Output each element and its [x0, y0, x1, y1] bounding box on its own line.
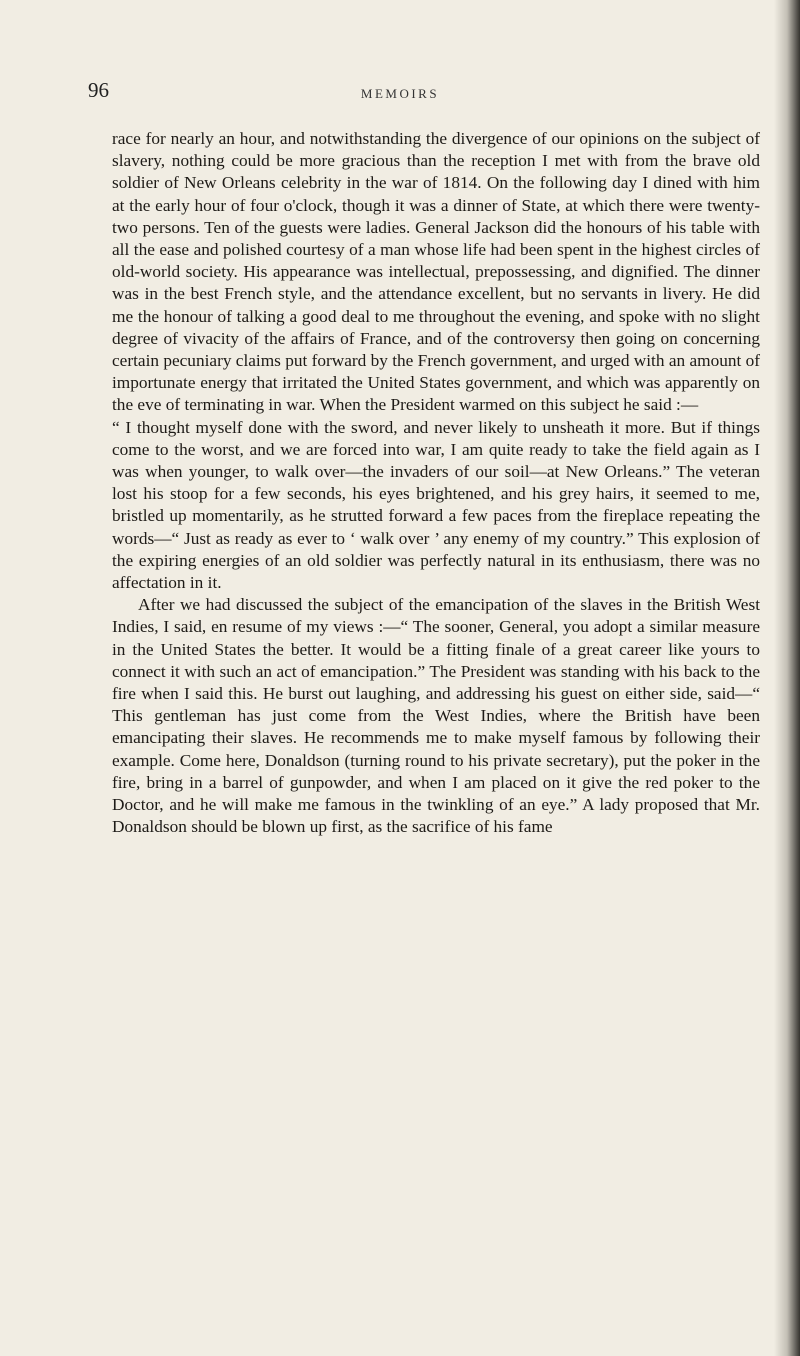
paragraph-1: race for nearly an hour, and notwithstanding the divergence of our opinions on the subject of slavery, nothing could be more gracious than the reception I met with from the brave old soldier of New Orleans celebrity in the war of 1814. On the following day I dined with him at the early hour of four o'clock, though it was a dinner of State, at which there were twenty-two persons. Ten of the guests were ladies. General Jackson did the honours of his table with all the ease and polished courtesy of a man whose life had been spent in the highest circles of old-world society. His appearance was intellectual, prepossessing, and dignified. The dinner was in the best French style, and the attendance excellent, but no servants in livery. He did me the honour of talking a good deal to me throughout the evening, and spoke with no slight degree of vivacity of the affairs of France, and of the controversy then going on concerning certain pecuniary claims put forward by the French government, and urged with an amount of importunate energy that irritated the United States government, and which was apparently on the eve of terminating in war. When the President warmed on this subject he said :—	[112, 129, 761, 415]
page-number: 96	[88, 78, 109, 102]
paragraph-2: “ I thought myself done with the sword, and never likely to unsheath it more. But if things come to the worst, and we are forced into war, I am quite ready to take the field again as I was when younger, to walk over—the invaders of our soil—at New Orleans.” The veteran lost his stoop for a few seconds, his eyes brightened, and his grey hairs, it seemed to me, bristled up momentarily, as he strutted forward a few paces from the fireplace repeating the words—“ Just as ready as ever to ‘ walk over ’ any enemy of my country.” This explosion of the expiring energies of an old soldier was perfectly natural in its enthusiasm, there was no affectation in it.	[112, 417, 760, 593]
running-title: MEMOIRS	[360, 86, 440, 101]
page-edge-shadow	[774, 0, 800, 1356]
body-text	[112, 128, 760, 839]
paragraph-3: After we had discussed the subject of the emancipation of the slaves in the British West Indies, I said, en resume of my views :—“ The sooner, General, you adopt a similar measure in the United States the better. It would be a fitting finale of a great career like yours to connect it with such an act of emancipation.” The President was standing with his back to the fire when I said this. He burst out laughing, and addressing his guest on either side, said—“ This gentleman has just come from the West Indies, where the British have been emancipating their slaves. He recommends me to make myself famous by following their example. Come here, Donaldson (turning round to his private secretary), put the poker in the fire, bring in a barrel of gunpowder, and when I am placed on it give the red poker to the Doctor, and he will make me famous in the twinkling of an eye.” A lady proposed that Mr. Donaldson should be blown up first, as the sacrifice of his fame	[112, 595, 760, 837]
